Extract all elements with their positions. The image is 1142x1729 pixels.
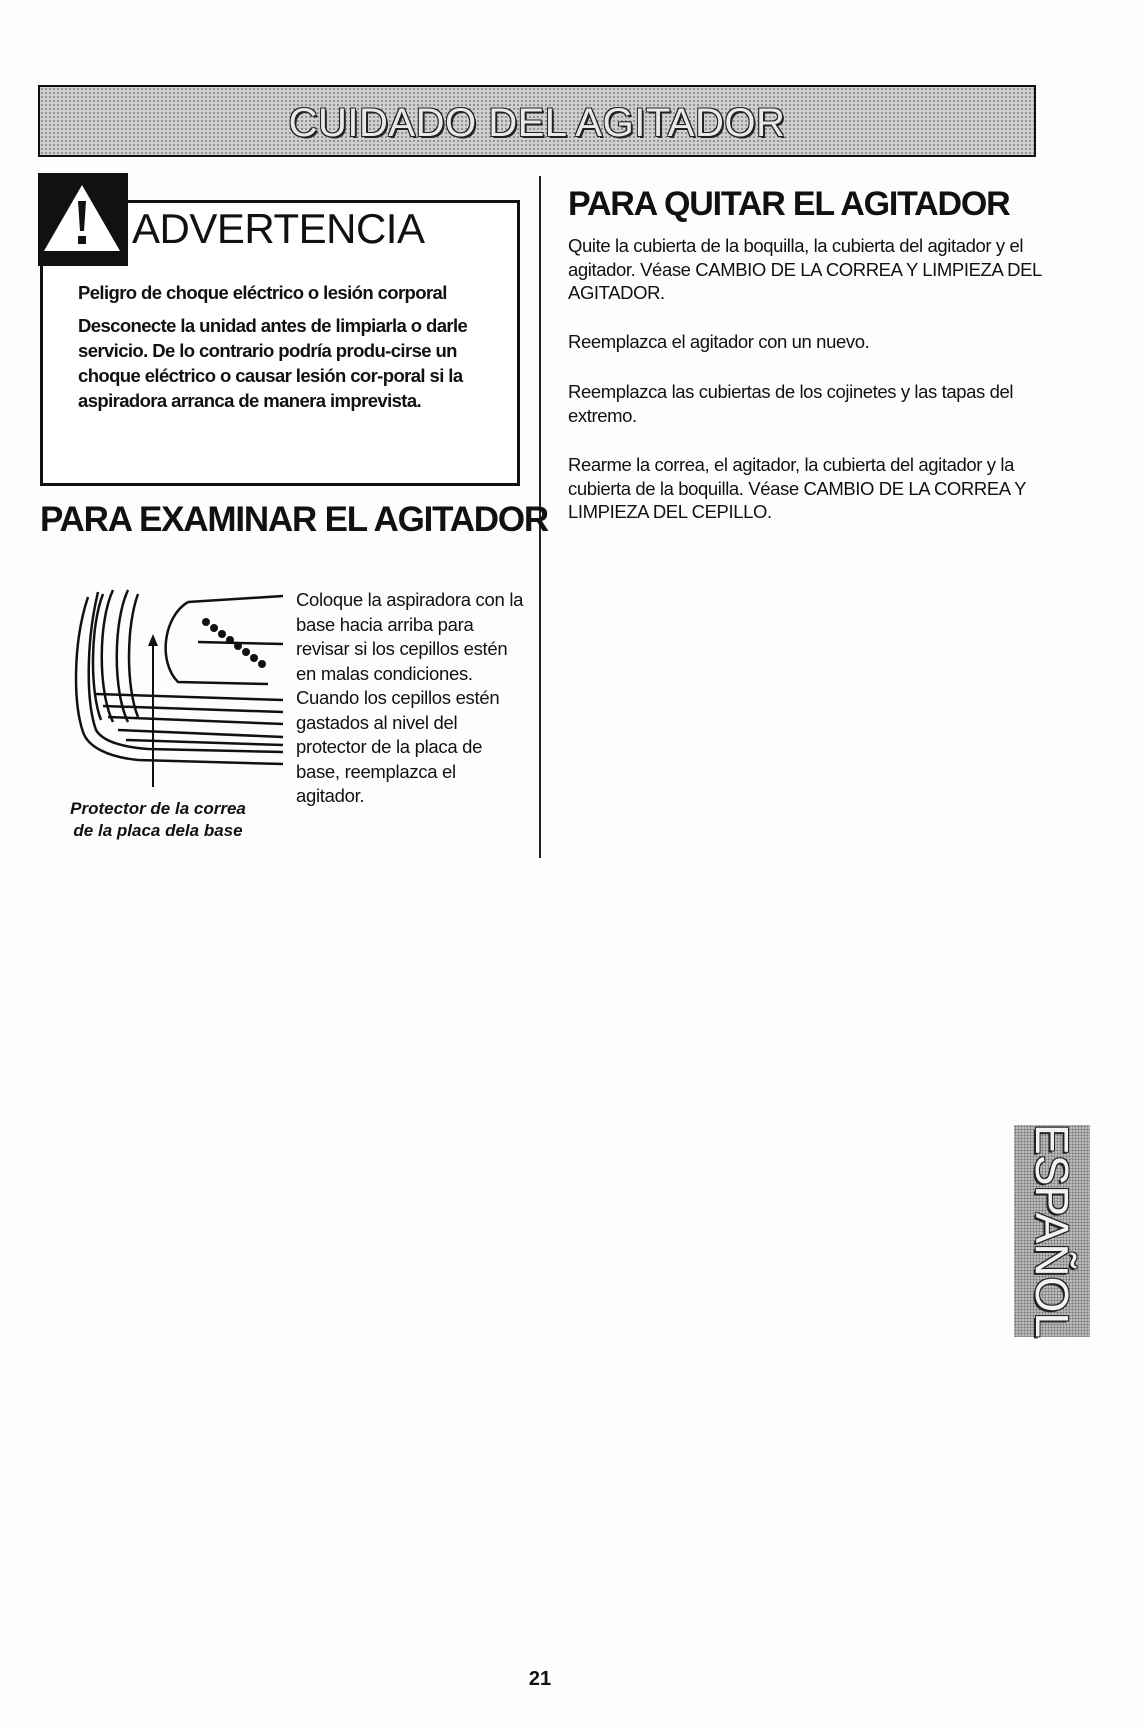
language-tab-label: ESPAÑOL xyxy=(1026,1124,1078,1338)
warning-body: Desconecte la unidad antes de limpiarla o darle servicio. De lo contrario podría produ-cirse un choque eléctrico o causar lesión cor-poral si la aspiradora arranca de manera imprevista. xyxy=(78,315,468,411)
section-title: CUIDADO DEL AGITADOR xyxy=(288,101,786,145)
section-banner xyxy=(38,85,1036,157)
remove-step-1: Quite la cubierta de la boquilla, la cubierta del agitador y el agitador. Véase CAMBIO DE LA CORREA Y LIMPIEZA DEL AGITADOR. xyxy=(568,235,1042,303)
page-number: 21 xyxy=(528,1668,552,1690)
figure-label xyxy=(48,798,268,842)
remove-agitator-heading: PARA QUITAR EL AGITADOR xyxy=(568,185,1010,223)
figure-label-line-2: de la placa dela base xyxy=(73,821,243,840)
examine-instructions: Coloque la aspiradora con la base hacia arriba para revisar si los cepillos estén en malas condiciones. Cuando los cepillos estén gastados al nivel del protector de la placa de base, reemplazca el agitador. xyxy=(296,589,524,806)
figure-label-line-1: Protector de la correa xyxy=(70,799,246,818)
examine-agitator-heading: PARA EXAMINAR EL AGITADOR xyxy=(40,500,548,539)
remove-step-4: Rearme la correa, el agitador, la cubierta del agitador y la cubierta de la boquilla. Véase CAMBIO DE LA CORREA Y LIMPIEZA DEL CEPILLO. xyxy=(568,454,1026,522)
language-tab xyxy=(1014,1125,1090,1337)
warning-triangle-icon xyxy=(42,183,122,253)
warning-title: ADVERTENCIA xyxy=(132,205,425,252)
remove-step-2: Reemplazca el agitador con un nuevo. xyxy=(568,331,870,352)
warning-subtitle: Peligro de choque eléctrico o lesión corporal xyxy=(78,282,447,303)
agitator-illustration xyxy=(68,582,288,797)
remove-step-3: Reemplazca las cubiertas de los cojinetes y las tapas del extremo. xyxy=(568,381,1014,426)
